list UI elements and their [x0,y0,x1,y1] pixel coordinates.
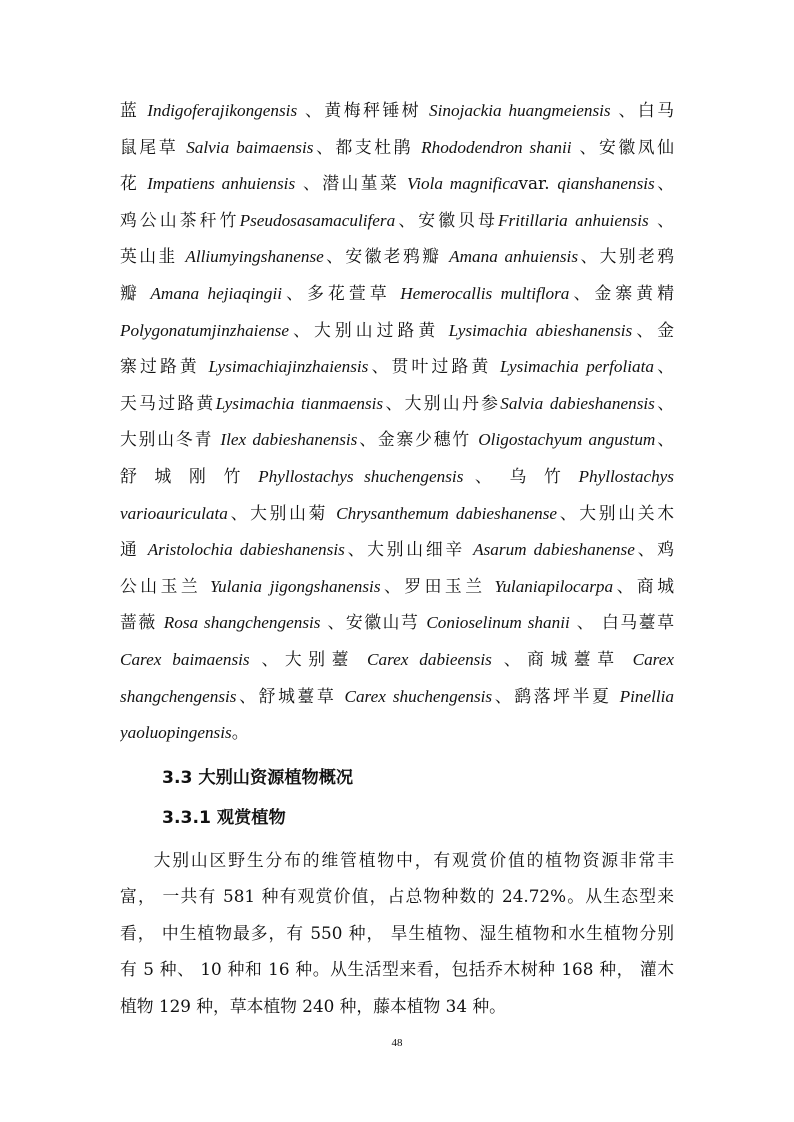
text-segment: 蓝 [120,100,148,120]
text-segment: 、 乌 竹 [463,465,579,486]
text-segment: 蔷薇 [120,612,164,633]
species-latin-name: Aristolochia dabieshanensis [147,540,345,560]
paragraph-line: 看， 中生植物最多，有 550 种， 旱生植物、湿生植物和水生植物分别 [120,922,674,943]
text-segment: 、商城 [613,575,674,596]
species-latin-name: Rhododendron shanii [421,137,572,157]
species-latin-name: Sinojackia huangmeiensis [429,101,611,120]
text-segment: 公山玉兰 [120,575,211,596]
text-segment: 、金 [632,319,674,340]
species-latin-name: Salvia baimaensis [186,137,314,157]
species-latin-name: Carex baimaensis [120,649,250,669]
text-segment: 、安徽老鸦瓣 [323,246,450,267]
paragraph-line [120,348,674,385]
species-latin-name: Phyllostachys shuchengensis [258,466,464,486]
species-latin-name: Lysimachia perfoliata [499,357,655,377]
species-latin-name: Chrysanthemum dabieshanense [336,503,558,523]
paragraph-line [120,312,674,349]
species-latin-name: Asarum dabieshanense [473,540,635,560]
species-latin-name: varioauriculata [120,503,228,523]
species-latin-name: Indigoferajikongensis [147,101,298,120]
species-latin-name: Pinellia [619,686,674,706]
species-latin-name: Rosa shangchengensis [163,613,321,633]
text-segment: 、黄梅秤锤树 [297,100,430,120]
paragraph-line [120,641,674,678]
ornamental-plants-paragraph [120,842,674,1024]
text-segment: 、都支杜鹃 [313,136,422,157]
species-latin-name: Carex [632,649,674,669]
text-segment: 、 [654,356,674,377]
text-segment: 寨过路黄 [120,356,209,377]
species-latin-name: Impatiens anhuiensis [147,174,296,194]
text-segment: 、大别老鸦 [578,246,674,267]
text-segment: 、商城薹草 [491,648,633,669]
text-segment: 、大别山菊 [227,502,337,523]
paragraph-line [120,385,674,422]
species-list-paragraph [120,92,674,751]
paragraph-line [120,531,674,568]
paragraph-line [120,202,674,239]
species-latin-name: qianshanensis [557,174,655,194]
paragraph-line: 大别山区野生分布的维管植物中，有观赏价值的植物资源非常丰 [153,850,674,870]
species-latin-name: Yulania jigongshanensis [210,576,381,596]
paragraph-line [120,421,674,458]
species-latin-name: Carex dabieensis [367,649,492,669]
species-latin-name: Carex shuchengensis [344,686,493,706]
text-segment: 、鸡 [634,539,674,560]
text-segment: 、 白马薹草 [569,612,674,633]
text-segment: 、贯叶过路黄 [368,356,500,377]
text-segment: 、大别山关木 [557,502,674,523]
species-latin-name: Lysimachia abieshanensis [448,320,633,340]
text-segment: 、大别山丹参 [383,392,501,413]
text-segment: 通 [120,539,148,560]
text-segment: 、大别山细辛 [344,539,474,560]
text-segment: 、安徽凤仙 [571,136,674,157]
species-latin-name: Lysimachiajinzhaiensis [208,357,369,377]
text-segment: 、多花萱草 [282,282,401,303]
species-latin-name: Alliumyingshanense [185,247,324,267]
species-latin-name: Ilex dabieshanensis [220,430,358,450]
species-latin-name: yaoluopingensis [120,723,232,743]
paragraph-line [120,495,674,532]
species-latin-name: Viola magnifica [407,174,519,194]
text-segment: 、 [648,209,674,230]
text-segment: var. [518,173,558,194]
paragraph-line [120,568,674,605]
species-latin-name: Conioselinum shanii [426,613,570,633]
paragraph-line [120,275,674,312]
section-heading: 3.3 大别山资源植物概况 [162,768,354,788]
species-latin-name: Phyllostachys [578,466,674,486]
paragraph-line: 植物 129 种，草本植物 240 种，藤本植物 34 种。 [120,995,506,1016]
text-segment: 、大别薹 [249,648,368,669]
subsection-heading: 3.3.1 观赏植物 [162,808,286,828]
paragraph-line [120,238,674,275]
text-segment: 、舒城薹草 [236,685,345,706]
paragraph-line: 富， 一共有 581 种有观赏价值，占总物种数的 24.72%。从生态型来 [120,886,674,907]
text-segment: 花 [120,173,148,194]
paragraph-line [120,165,674,202]
text-segment: 、白马 [610,100,674,120]
text-segment: 、 [654,173,674,194]
paragraph-line [120,129,674,166]
page-number: 48 [391,1037,403,1049]
text-segment: 瓣 [120,282,151,303]
species-latin-name: Yulaniapilocarpa [494,576,614,596]
species-latin-name: Amana anhuiensis [449,247,579,267]
text-segment: 。 [231,722,249,743]
species-latin-name: Salvia dabieshanensis [500,393,655,413]
text-segment: 、潜山堇菜 [295,173,408,194]
text-segment: 、罗田玉兰 [380,575,495,596]
species-latin-name: Fritillaria anhuiensis [498,210,649,230]
species-latin-name: shangchengensis [120,686,237,706]
species-latin-name: Pseudosasamaculifera [239,210,396,230]
species-latin-name: Polygonatumjinzhaiense [120,320,289,340]
paragraph-line [120,604,674,641]
text-segment: 、金寨少穗竹 [357,429,479,450]
text-segment: 、安徽山芎 [320,612,427,633]
species-latin-name: Hemerocallis multiflora [400,283,570,303]
paragraph-line [120,458,674,495]
text-segment: 大别山冬青 [120,429,221,450]
text-segment: 、安徽贝母 [395,209,499,230]
text-segment: 天马过路黄 [120,392,216,413]
text-segment: 鸡公山茶秆竹 [120,209,240,230]
text-segment: 、鹞落坪半夏 [492,685,620,706]
paragraph-line [120,714,674,751]
paragraph-line: 有 5 种、 10 种和 16 种。从生活型来看，包括乔木树种 168 种， 灌木 [120,959,674,980]
species-latin-name: Oligostachyum angustum [478,430,656,450]
species-latin-name: Amana hejiaqingii [150,283,283,303]
text-segment: 鼠尾草 [120,136,187,157]
text-segment: 、金寨黄精 [569,282,674,303]
text-segment: 英山韭 [120,246,186,267]
species-latin-name: Lysimachia tianmaensis [215,393,384,413]
text-segment: 、 [655,429,674,450]
paragraph-line [120,678,674,715]
paragraph-line [120,92,674,129]
text-segment: 、大别山过路黄 [289,319,449,340]
text-segment: 舒 城 刚 竹 [120,465,259,486]
text-segment: 、 [654,392,674,413]
